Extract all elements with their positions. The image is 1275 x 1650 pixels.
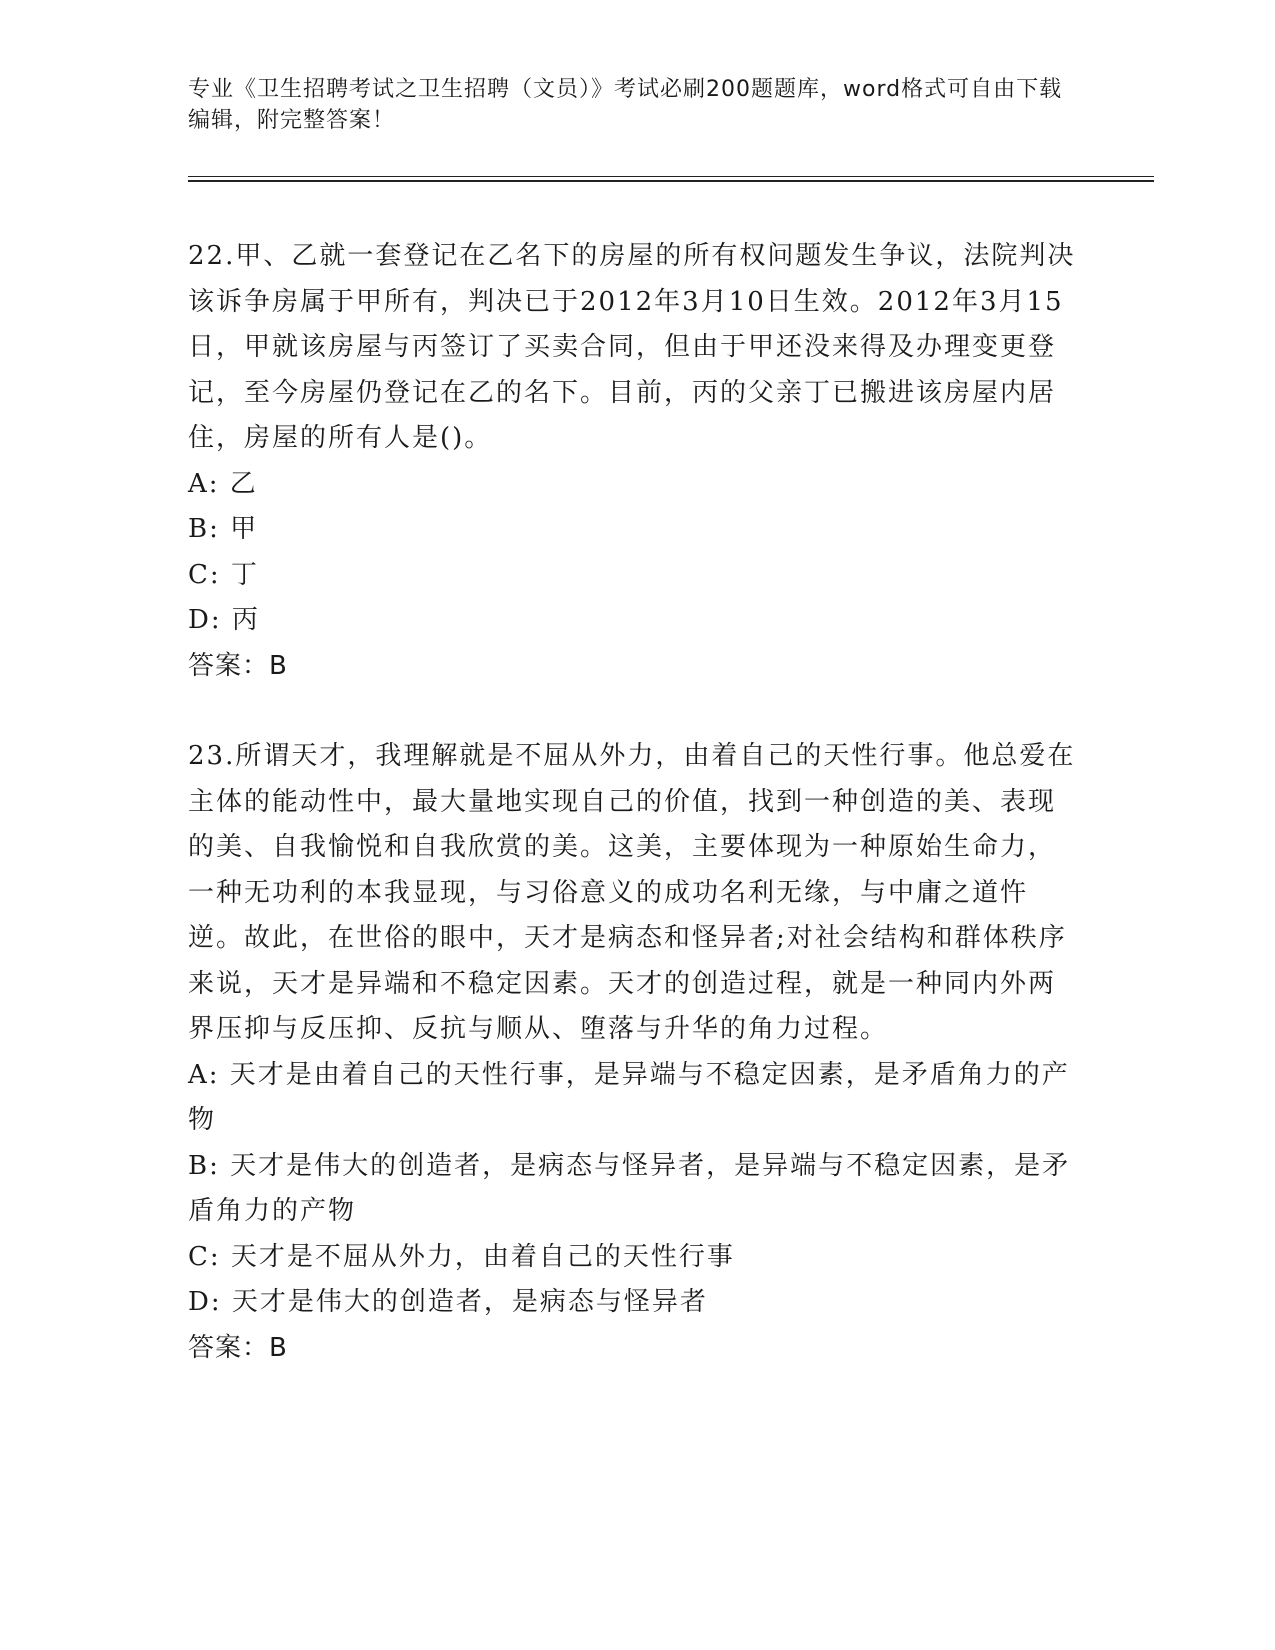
option-d: D: 天才是伟大的创造者，是病态与怪异者 — [188, 1287, 708, 1317]
question-stem: 22.甲、乙就一套登记在乙名下的房屋的所有权问题发生争议，法院判决该诉争房属于甲所有，判决已于2012年3月10日生效。2012年3月15日，甲就该房屋与丙签订了买卖合同，但由于甲还没来得及办理变更登记，至今房屋仍登记在乙的名下。目前，丙的父亲丁已搬进该房屋内居住，房屋的所有人是()。 — [188, 241, 1076, 453]
question-22 — [188, 234, 1078, 689]
question-stem: 23.所谓天才，我理解就是不屈从外力，由着自己的天性行事。他总爱在主体的能动性中，最大量地实现自己的价值，找到一种创造的美、表现的美、自我愉悦和自我欣赏的美。这美，主要体现为一种原始生命力，一种无功利的本我显现，与习俗意义的成功名利无缘，与中庸之道忤逆。故此，在世俗的眼中，天才是病态和怪异者;对社会结构和群体秩序来说，天才是异端和不稳定因素。天才的创造过程，就是一种同内外两界压抑与反压抑、反抗与顺从、堕落与升华的角力过程。 — [188, 741, 1076, 1044]
question-23 — [188, 734, 1078, 1371]
option-b: B: 甲 — [188, 514, 259, 544]
header-divider-thick — [188, 180, 1154, 182]
answer: 答案：B — [188, 650, 288, 681]
option-d: D: 丙 — [188, 605, 260, 635]
option-a: A: 乙 — [188, 468, 258, 499]
option-b: B: 天才是伟大的创造者，是病态与怪异者，是异端与不稳定因素，是矛盾角力的产物 — [188, 1150, 1071, 1226]
header-divider-thin — [188, 176, 1154, 177]
option-c: C: 天才是不屈从外力，由着自己的天性行事 — [188, 1241, 735, 1272]
answer: 答案：B — [188, 1332, 288, 1363]
option-c: C: 丁 — [188, 559, 259, 590]
option-a: A: 天才是由着自己的天性行事，是异端与不稳定因素，是矛盾角力的产物 — [188, 1059, 1070, 1135]
document-header: 专业《卫生招聘考试之卫生招聘（文员）》考试必刷200题题库，word格式可自由下载编辑，附完整答案！ — [188, 77, 1063, 133]
